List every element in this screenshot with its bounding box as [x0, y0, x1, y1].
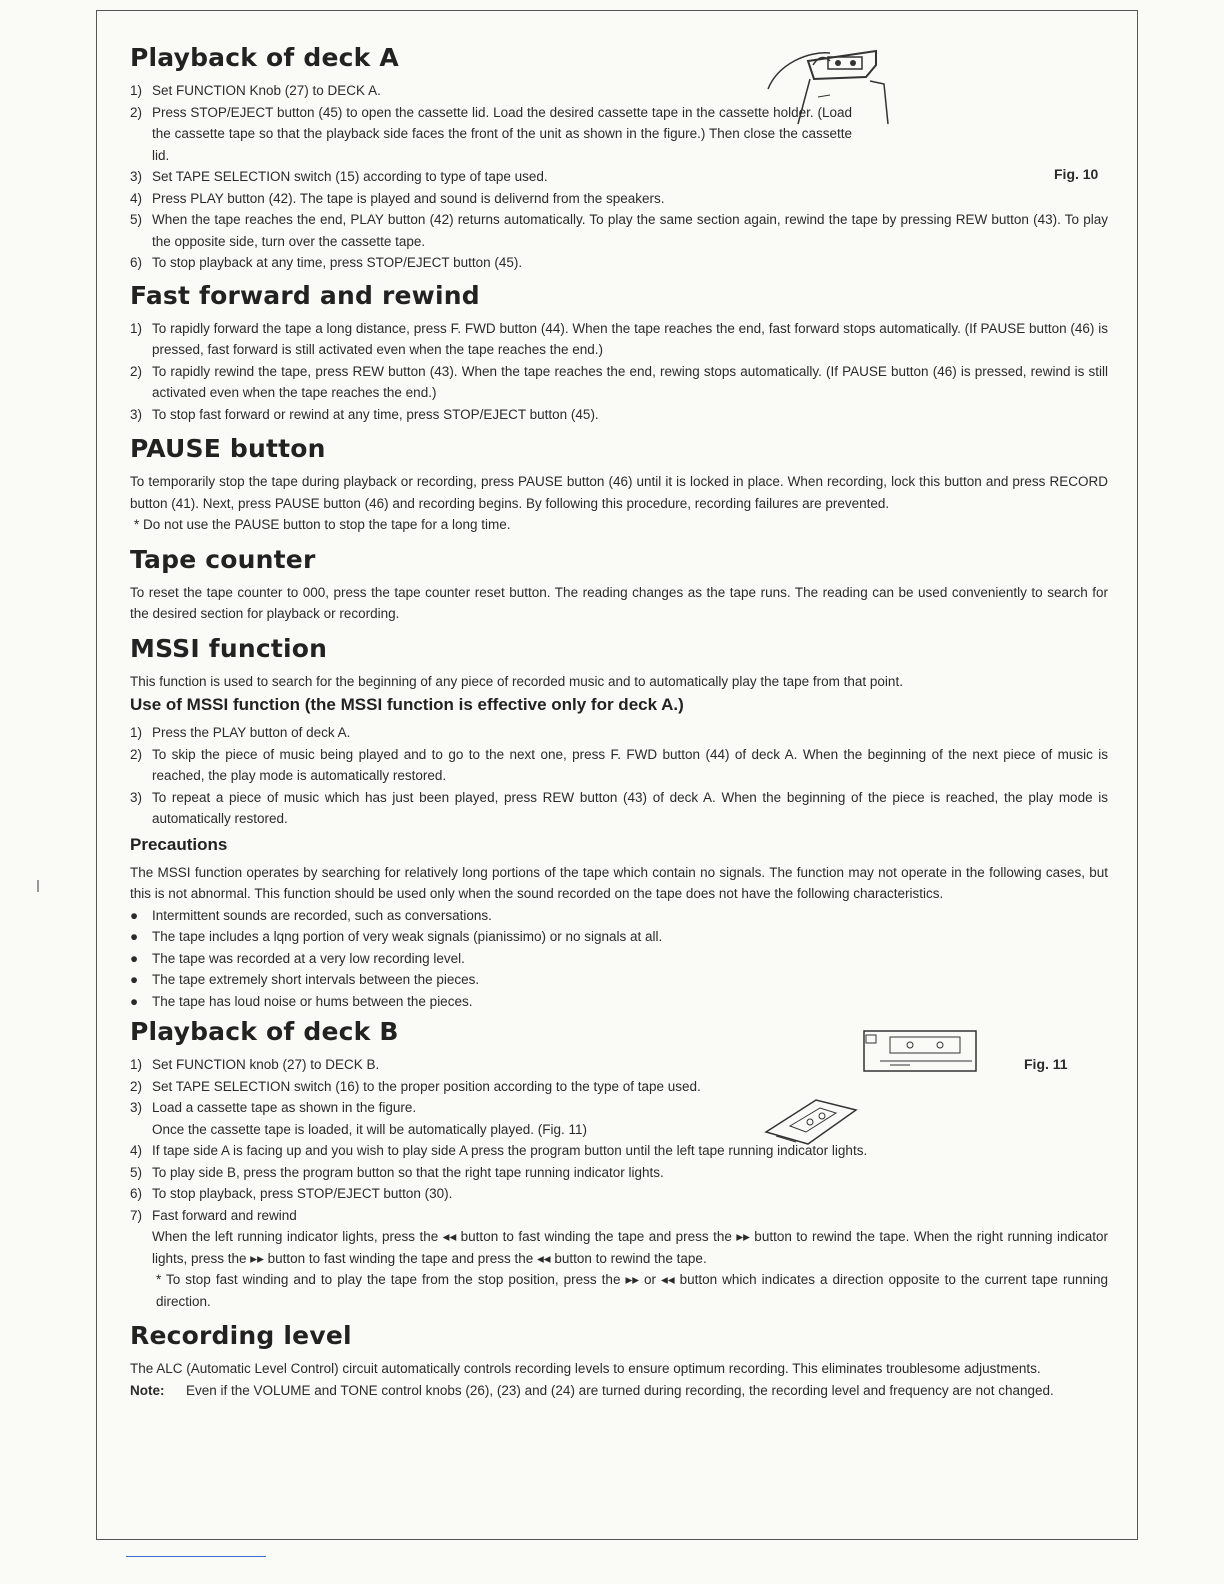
step: [130, 1076, 1108, 1098]
step-text: Set FUNCTION Knob (27) to DECK A.: [152, 83, 381, 98]
step-number: 5): [130, 1164, 143, 1180]
manual-page: [130, 44, 1108, 1401]
bullet-list: [130, 905, 1108, 1013]
section-title: Fast forward and rewind: [130, 280, 480, 310]
section-fast-forward-rewind: [130, 282, 1108, 426]
bullet-item: ● The tape has loud noise or hums between the pieces.: [130, 991, 1108, 1013]
step-number: 1): [130, 83, 143, 98]
step-text: To stop fast forward or rewind at any time, press STOP/EJECT button (45).: [152, 406, 599, 422]
step: [130, 404, 1108, 426]
bullet-item: ● The tape was recorded at a very low recording level.: [130, 948, 1108, 970]
step-text: If tape side A is facing up and you wish to play side A press the program button until the left tape running indicator lights.: [152, 1143, 868, 1158]
step-text: To stop playback, press STOP/EJECT button (30).: [152, 1186, 453, 1201]
bullet-text: The tape was recorded at a very low recording level.: [152, 950, 465, 966]
step-list: [130, 80, 1108, 274]
step-text: Set TAPE SELECTION switch (16) to the proper position according to the type of tape used.: [152, 1078, 701, 1094]
section-pause-button: [130, 435, 1108, 536]
paragraph: To temporarily stop the tape during playback or recording, press PAUSE button (46) until it is locked in place. When recording, lock this button and press RECORD button (41). Next, press PAUSE button (46) and recording begins. By following this procedure, recording failures are prevented.: [130, 474, 1108, 511]
step-text: To stop playback at any time, press STOP/EJECT button (45).: [152, 255, 523, 270]
bullet-item: ● The tape extremely short intervals between the pieces.: [130, 969, 1108, 991]
step-number: 2): [130, 746, 143, 762]
step-text: To skip the piece of music being played and to go to the next one, press F. FWD button (44) of deck A. When the beginning of the next piece of music is reached, the play mode is automatically restored.: [152, 746, 1108, 783]
step: [130, 80, 1108, 102]
paragraph: This function is used to search for the beginning of any piece of recorded music and to automatically play the tape from that point.: [130, 673, 903, 689]
step-number: 4): [130, 1143, 143, 1158]
step: [130, 1097, 1108, 1140]
step-number: 1): [130, 320, 143, 336]
step-number: 6): [130, 1186, 143, 1201]
step-text: Once the cassette tape is loaded, it will be automatically played. (Fig. 11): [152, 1121, 587, 1137]
step: [130, 252, 1108, 274]
paragraph: The ALC (Automatic Level Control) circuit automatically controls recording levels to ensure optimum recording. This eliminates troublesome adjustments.: [130, 1361, 1041, 1376]
section-playback-deck-a: [130, 44, 1108, 274]
subsection-title: Use of MSSI function (the MSSI function is effective only for deck A.): [130, 695, 684, 714]
step-list: [130, 1054, 1108, 1312]
step-number: 1): [130, 1057, 143, 1072]
step-list: [130, 318, 1108, 426]
bullet-text: The tape has loud noise or hums between the pieces.: [152, 993, 473, 1009]
step-number: 4): [130, 190, 143, 206]
section-tape-counter: [130, 546, 1108, 625]
step-number: 3): [130, 1100, 143, 1115]
step-number: 3): [130, 789, 143, 805]
step-text: Press STOP/EJECT button (45) to open the cassette lid. Load the desired cassette tape in the cassette holder. (Load the cassette tape so that the playback side faces the front of the unit as shown in the figure.) Then close the cassette lid.: [152, 104, 852, 163]
section-title: Recording level: [130, 1321, 352, 1350]
step: [130, 209, 1108, 252]
step-text: Fast forward and rewind: [152, 1207, 297, 1223]
bullet-text: The tape includes a lqng portion of very weak signals (pianissimo) or no signals at all.: [152, 929, 663, 944]
step: [130, 102, 1108, 167]
step-text: Set TAPE SELECTION switch (15) according to type of tape used.: [152, 169, 548, 184]
step-number: 6): [130, 255, 143, 270]
step-text: Press the PLAY button of deck A.: [152, 725, 351, 740]
step-text: Load a cassette tape as shown in the figure.: [152, 1100, 417, 1115]
step: [130, 1205, 1108, 1313]
section-title: Playback of deck A: [130, 43, 399, 72]
paragraph: The MSSI function operates by searching for relatively long portions of the tape which contain no signals. The function may not operate in the following cases, but this is not abnormal. This function should be used only when the sound recorded on the tape does not have the following characteristics.: [130, 864, 1108, 901]
step-number: 3): [130, 169, 143, 184]
step-text: To play side B, press the program button so that the right tape running indicator lights.: [152, 1164, 664, 1180]
step: [130, 1183, 1108, 1205]
section-title: MSSI function: [130, 633, 328, 663]
section-title: Playback of deck B: [130, 1017, 399, 1046]
note-label: Note:: [130, 1382, 165, 1398]
step-number: 1): [130, 725, 143, 740]
bottom-rule: [126, 1556, 266, 1557]
step-text: When the left running indicator lights, press the ◂◂ button to fast winding the tape and press the ▸▸ button to rewind the tape. When the right running indicator lights, press the ▸▸ button to fast winding the tape and press the ◂◂ button to rewind the tape.: [152, 1229, 1108, 1266]
section-playback-deck-b: [130, 1018, 1108, 1312]
step-number: 2): [130, 363, 143, 379]
section-title: PAUSE button: [130, 434, 326, 463]
step-text: Press PLAY button (42). The tape is played and sound is delivernd from the speakers.: [152, 190, 665, 206]
step: [130, 1140, 1108, 1162]
step-text: To rapidly forward the tape a long distance, press F. FWD button (44). When the tape reaches the end, fast forward stops automatically. (If PAUSE button (46) is pressed, fast forward is still activated even when the tape reaches the end.): [152, 320, 1108, 357]
step: [130, 744, 1108, 787]
step-text: When the tape reaches the end, PLAY button (42) returns automatically. To play the same section again, rewind the tape by pressing REW button (43). To play the opposite side, turn over the cassette tape.: [152, 212, 1108, 249]
step: [130, 1054, 1108, 1076]
step-number: 2): [130, 104, 143, 120]
caution-note: * To stop fast winding and to play the tape from the stop position, press the ▸▸ or ◂◂ button which indicates a direction opposite to the current tape running direction.: [156, 1272, 1108, 1309]
step: [130, 166, 1108, 188]
bullet-text: Intermittent sounds are recorded, such as conversations.: [152, 907, 492, 923]
figure-label: Fig. 10: [1054, 166, 1099, 182]
step-number: 7): [130, 1207, 143, 1223]
step: [130, 1162, 1108, 1184]
caution-note: * Do not use the PAUSE button to stop the tape for a long time.: [134, 517, 511, 532]
figure-label: Fig. 11: [1024, 1056, 1068, 1072]
step: [130, 361, 1108, 404]
paragraph: To reset the tape counter to 000, press the tape counter reset button. The reading changes as the tape runs. The reading can be used conveniently to search for the desired section for playback or recording.: [130, 584, 1108, 621]
step: [130, 787, 1108, 830]
section-title: Tape counter: [130, 544, 316, 574]
step-text: To rapidly rewind the tape, press REW button (43). When the tape reaches the end, rewing stops automatically. (If PAUSE button (46) is pressed, rewind is still activated even when the tape reaches the end.): [152, 363, 1108, 400]
section-recording-level: [130, 1322, 1108, 1401]
step-text: Set FUNCTION knob (27) to DECK B.: [152, 1057, 380, 1072]
note-text: Even if the VOLUME and TONE control knobs (26), (23) and (24) are turned during recording, the recording level and frequency are not changed.: [186, 1382, 1054, 1398]
step: [130, 722, 1108, 744]
section-mssi-function: [130, 635, 1108, 1013]
bullet-item: ● Intermittent sounds are recorded, such as conversations.: [130, 905, 1108, 927]
step: [130, 318, 1108, 361]
step-number: 5): [130, 212, 143, 227]
bullet-text: The tape extremely short intervals between the pieces.: [152, 972, 480, 987]
margin-mark: [37, 880, 39, 892]
step: [130, 188, 1108, 210]
precautions-title: Precautions: [130, 834, 228, 854]
note: [130, 1380, 1108, 1402]
step-number: 2): [130, 1078, 143, 1094]
step-list: [130, 722, 1108, 830]
bullet-item: ● The tape includes a lqng portion of very weak signals (pianissimo) or no signals at all.: [130, 926, 1108, 948]
step-number: 3): [130, 406, 143, 422]
step-text: To repeat a piece of music which has just been played, press REW button (43) of deck A. When the beginning of the piece is reached, the play mode is automatically restored.: [152, 789, 1108, 826]
